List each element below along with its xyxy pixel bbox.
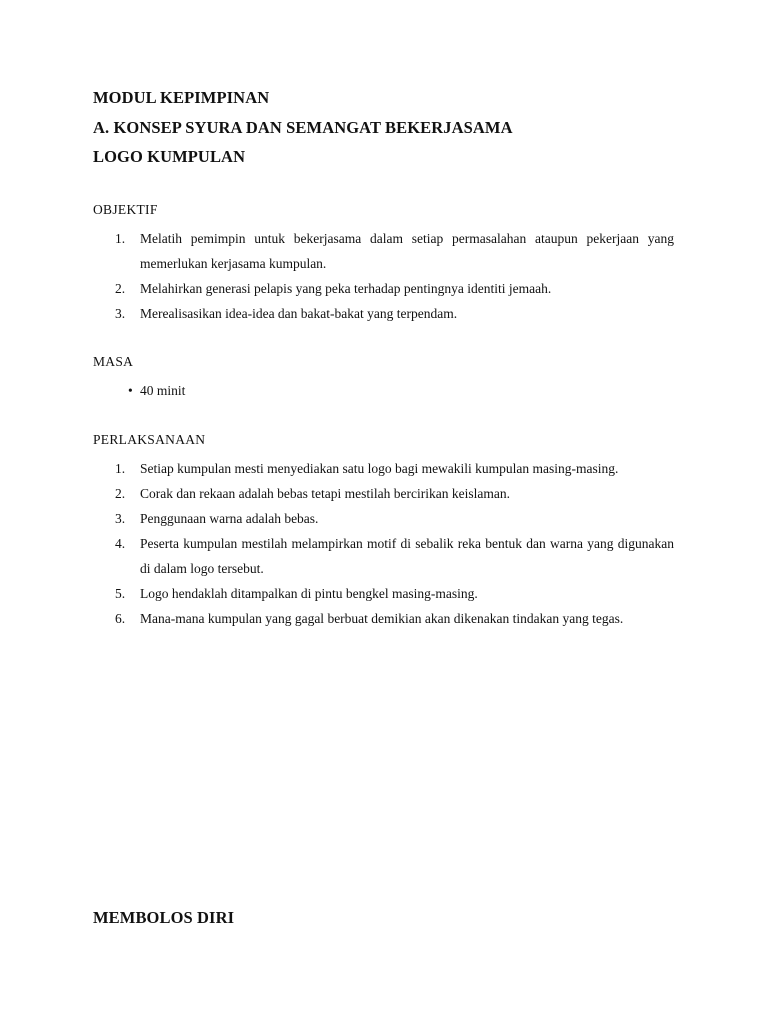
item-text: Melahirkan generasi pelapis yang peka terhadap pentingnya identiti jemaah. [140, 281, 552, 296]
list-item [93, 581, 674, 606]
item-number: 5. [115, 586, 126, 601]
objektif-list [93, 226, 674, 326]
module-title: MODUL KEPIMPINAN [93, 88, 270, 107]
activity-title: LOGO KUMPULAN [93, 147, 246, 166]
list-item [93, 378, 674, 403]
item-number: 2. [115, 486, 126, 501]
item-text: Melatih pemimpin untuk bekerjasama dalam setiap permasalahan ataupun pekerjaan yang memerlukan kerjasama kumpulan. [140, 231, 674, 271]
perlaksanaan-section [93, 431, 674, 631]
item-text: Corak dan rekaan adalah bebas tetapi mestilah bercirikan keislaman. [140, 486, 510, 501]
list-item [93, 276, 674, 301]
item-text: 40 minit [140, 383, 186, 398]
list-item [93, 531, 674, 581]
objektif-label: OBJEKTIF [93, 202, 158, 217]
masa-list [93, 378, 674, 403]
item-text: Peserta kumpulan mestilah melampirkan motif di sebalik reka bentuk dan warna yang digunakan di dalam logo tersebut. [140, 536, 674, 576]
list-item [93, 606, 674, 631]
item-text: Mana-mana kumpulan yang gagal berbuat demikian akan dikenakan tindakan yang tegas. [140, 611, 624, 626]
item-text: Merealisasikan idea-idea dan bakat-bakat yang terpendam. [140, 306, 458, 321]
masa-label: MASA [93, 354, 134, 369]
bullet-icon: • [128, 383, 133, 398]
item-number: 6. [115, 611, 126, 626]
objektif-section [93, 201, 674, 326]
list-item [93, 506, 674, 531]
next-activity-title: MEMBOLOS DIRI [93, 908, 235, 927]
list-item [93, 301, 674, 326]
perlaksanaan-list [93, 456, 674, 631]
item-text: Setiap kumpulan mesti menyediakan satu logo bagi mewakili kumpulan masing-masing. [140, 461, 619, 476]
item-number: 1. [115, 461, 126, 476]
item-number: 4. [115, 536, 126, 551]
item-text: Penggunaan warna adalah bebas. [140, 511, 319, 526]
item-text: Logo hendaklah ditampalkan di pintu bengkel masing-masing. [140, 586, 478, 601]
item-number: 2. [115, 281, 126, 296]
list-item [93, 226, 674, 276]
perlaksanaan-label: PERLAKSANAAN [93, 432, 206, 447]
item-number: 1. [115, 231, 126, 246]
item-number: 3. [115, 511, 126, 526]
list-item [93, 456, 674, 481]
masa-section [93, 353, 674, 403]
section-title: A. KONSEP SYURA DAN SEMANGAT BEKERJASAMA [93, 118, 513, 137]
list-item [93, 481, 674, 506]
item-number: 3. [115, 306, 126, 321]
